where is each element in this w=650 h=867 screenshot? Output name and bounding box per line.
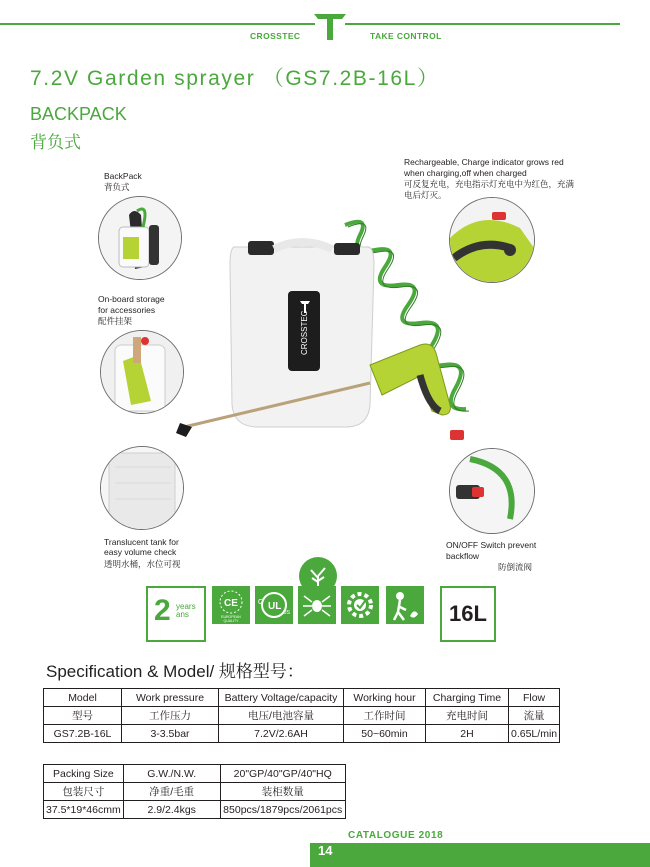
crosstec-logo-icon [312, 12, 348, 42]
page-bar [310, 843, 650, 867]
table-cell: 工作时间 [344, 707, 426, 725]
warranty-number: 2 [154, 594, 171, 627]
page-number: 14 [318, 843, 333, 858]
garden-care-badge [386, 586, 424, 624]
header-line-right [345, 23, 620, 25]
ce-badge [212, 586, 250, 624]
packing-table [43, 764, 346, 819]
warranty-unit1: years [176, 602, 196, 611]
table-row [44, 765, 346, 783]
pest-control-badge [341, 586, 379, 624]
callout-tank-en1: Translucent tank for [104, 537, 179, 547]
ul-us-label: US [283, 610, 290, 616]
table-row [44, 783, 346, 801]
section-title-cn: 背负式 [30, 133, 81, 152]
product-brand-label: CROSSTEC [300, 310, 309, 355]
callout-tank-en2: easy volume check [104, 547, 177, 557]
spec-table [43, 688, 560, 743]
header-left-label: CROSSTEC [250, 31, 301, 41]
table-cell: 电压/电池容量 [219, 707, 344, 725]
table-header: Model [44, 689, 122, 707]
ce-quality-text: EUROPEAN QUALITY [221, 615, 241, 623]
table-cell: 工作压力 [122, 707, 219, 725]
table-cell: 2H [426, 725, 509, 743]
gardener-icon [386, 586, 424, 624]
tank-detail-image [100, 446, 184, 530]
table-header: Battery Voltage/capacity [219, 689, 344, 707]
callout-charge-cn2: 电后灯灭。 [404, 190, 447, 200]
table-cell: 2.9/2.4kgs [123, 801, 220, 819]
spec-heading: Specification & Model/ 规格型号： [46, 662, 304, 681]
callout-backpack [104, 171, 142, 193]
warranty-badge [146, 586, 206, 642]
table-header: Working hour [344, 689, 426, 707]
table-cell: 0.65L/min [509, 725, 560, 743]
callout-storage-en1: On-board storage [98, 294, 165, 304]
svg-text:CE: CE [224, 598, 238, 609]
gear-icon [341, 586, 379, 624]
table-row [44, 725, 560, 743]
table-cell: 流量 [509, 707, 560, 725]
callout-charge-en2: when charging,off when charged [404, 168, 527, 178]
ul-badge [255, 586, 293, 624]
table-header: Work pressure [122, 689, 219, 707]
table-cell: 3-3.5bar [122, 725, 219, 743]
warranty-unit2: ans [176, 610, 189, 619]
table-cell: 型号 [44, 707, 122, 725]
table-header: 20"GP/40"GP/40"HQ [220, 765, 345, 783]
table-cell: 装柜数量 [220, 783, 345, 801]
callout-charge-cn1: 可反复充电，充电指示灯充电中为红色，充满 [404, 179, 575, 189]
table-cell: GS7.2B-16L [44, 725, 122, 743]
svg-text:UL: UL [268, 601, 282, 612]
callout-charge [404, 157, 574, 201]
table-cell: 净重/毛重 [123, 783, 220, 801]
callout-tank [104, 537, 181, 569]
header-line-left [0, 23, 315, 25]
bug-icon [298, 586, 336, 624]
capacity-label: 16L [449, 601, 487, 626]
callout-storage [98, 294, 165, 327]
header-right-label: TAKE CONTROL [370, 31, 442, 41]
section-title: BACKPACK [30, 104, 127, 124]
callout-tank-cn: 透明水桶，水位可视 [104, 559, 181, 569]
spider-badge [298, 586, 336, 624]
table-cell: 850pcs/1879pcs/2061pcs [220, 801, 345, 819]
table-row [44, 689, 560, 707]
table-row [44, 801, 346, 819]
table-cell: 充电时间 [426, 707, 509, 725]
callout-storage-en2: for accessories [98, 305, 156, 315]
callout-switch-en1: ON/OFF Switch prevent [446, 540, 537, 550]
table-header: Packing Size [44, 765, 124, 783]
table-header: Charging Time [426, 689, 509, 707]
switch-detail-image [449, 448, 535, 534]
table-header: G.W./N.W. [123, 765, 220, 783]
callout-backpack-cn: 背负式 [104, 182, 130, 192]
callout-backpack-en: BackPack [104, 171, 142, 181]
capacity-badge [440, 586, 496, 642]
table-cell: 50~60min [344, 725, 426, 743]
table-cell: 包装尺寸 [44, 783, 124, 801]
callout-storage-cn: 配件挂架 [98, 316, 133, 326]
callout-switch [446, 540, 536, 562]
table-row [44, 707, 560, 725]
catalogue-label: CATALOGUE 2018 [348, 830, 444, 841]
ul-c-label: C [258, 599, 264, 606]
table-cell: 37.5*19*46cmm [44, 801, 124, 819]
sprayer-product-image [170, 205, 480, 455]
callout-switch-en2: backflow [446, 551, 480, 561]
table-cell: 7.2V/2.6AH [219, 725, 344, 743]
table-header: Flow [509, 689, 560, 707]
callout-switch-cn: 防倒流阀 [498, 562, 533, 572]
page-title: 7.2V Garden sprayer （GS7.2B-16L） [30, 67, 440, 90]
callout-charge-en1: Rechargeable, Charge indicator grows red [404, 157, 564, 167]
